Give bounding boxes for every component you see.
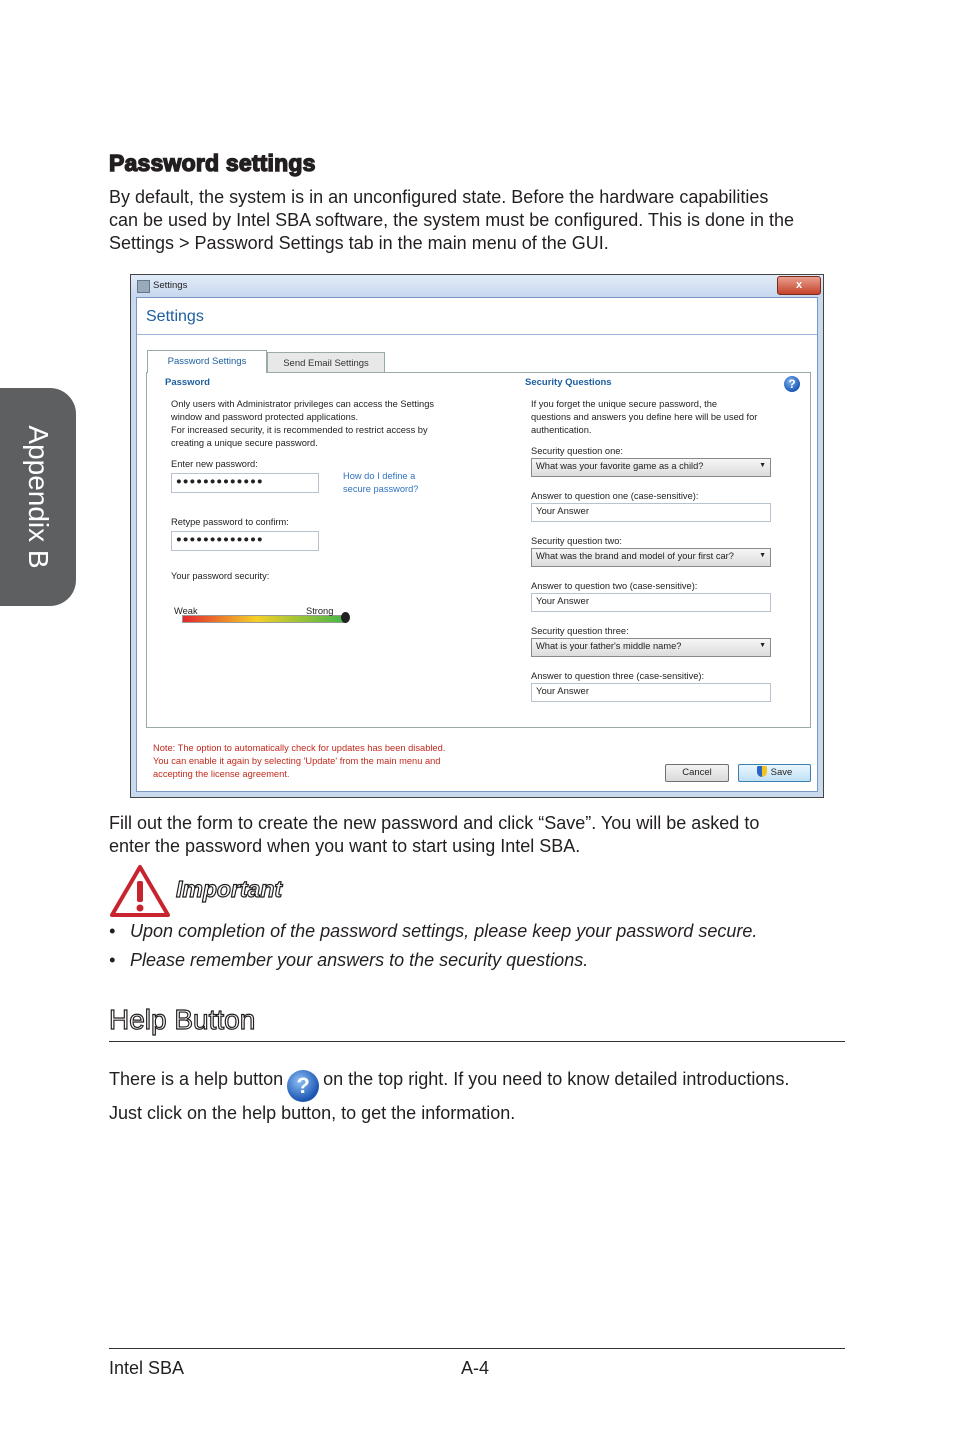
- window-header-title: Settings: [146, 308, 204, 325]
- question-one-label: Security question one:: [531, 446, 623, 456]
- cancel-button[interactable]: Cancel: [665, 764, 729, 782]
- chevron-down-icon: ▼: [759, 462, 766, 469]
- footer-title: Intel SBA: [109, 1358, 185, 1378]
- password-settings-heading: Password settings: [109, 150, 316, 176]
- window-header: [137, 298, 817, 335]
- fill-form-paragraph: Fill out the form to create the new password and click “Save”. You will be asked to enter the password when you want to start using Intel SBA.: [109, 813, 760, 856]
- side-tab-label: Appendix B: [23, 425, 54, 569]
- security-questions-title: Security Questions: [525, 377, 612, 388]
- answer-one-field[interactable]: Your Answer: [531, 503, 771, 522]
- tab-send-email-settings[interactable]: Send Email Settings: [267, 352, 385, 372]
- help-icon[interactable]: ?: [784, 376, 800, 392]
- intro-paragraph: By default, the system is in an unconfigured state. Before the hardware capabilities can be used by Intel SBA software, the system must be configured. This is done in the Settings > Password Settings tab in the main menu of the GUI.: [109, 187, 795, 253]
- footer-divider: [109, 1348, 845, 1349]
- warning-icon: [109, 864, 171, 918]
- new-password-label: Enter new password:: [171, 459, 258, 469]
- window-title: Settings: [153, 280, 188, 291]
- chevron-down-icon: ▼: [759, 552, 766, 559]
- confirm-password-label: Retype password to confirm:: [171, 517, 289, 527]
- question-two-label: Security question two:: [531, 536, 622, 546]
- answer-three-label: Answer to question three (case-sensitive):: [531, 671, 705, 681]
- save-button[interactable]: Save: [738, 764, 811, 782]
- help-icon: ?: [287, 1070, 319, 1102]
- page-number: A-4: [461, 1358, 490, 1378]
- help-paragraph: There is a help button ? on the top right. If you need to know detailed introductions. Just click on the help button, to get the information.: [109, 1069, 790, 1123]
- question-one-select[interactable]: What was your favorite game as a child? ▼: [531, 458, 771, 477]
- new-password-field[interactable]: ●●●●●●●●●●●●●: [171, 473, 319, 493]
- answer-two-label: Answer to question two (case-sensitive):: [531, 581, 698, 591]
- settings-window-screenshot: [130, 274, 824, 798]
- answer-three-field[interactable]: Your Answer: [531, 683, 771, 702]
- confirm-password-field[interactable]: ●●●●●●●●●●●●●: [171, 531, 319, 551]
- heading-divider: [109, 1041, 845, 1042]
- window-titlebar: [131, 275, 823, 297]
- tab-password-settings[interactable]: Password Settings: [147, 350, 267, 373]
- bullet-marker: •: [109, 950, 116, 970]
- answer-two-field[interactable]: Your Answer: [531, 593, 771, 612]
- question-two-select[interactable]: What was the brand and model of your first car? ▼: [531, 548, 771, 567]
- password-strength-indicator: [341, 612, 350, 623]
- close-button[interactable]: x: [777, 276, 821, 295]
- password-settings-panel: [146, 372, 811, 728]
- list-item: Please remember your answers to the security questions.: [130, 950, 589, 970]
- window-body: [136, 297, 818, 792]
- answer-one-label: Answer to question one (case-sensitive):: [531, 491, 699, 501]
- shield-icon: [757, 766, 767, 777]
- bullet-marker: •: [109, 921, 116, 941]
- question-three-select[interactable]: What is your father's middle name? ▼: [531, 638, 771, 657]
- question-three-label: Security question three:: [531, 626, 629, 636]
- password-description: Only users with Administrator privileges can access the Settings window and password protected applications. For increased security, it is recommended to restrict access by creating a unique secure password.: [171, 399, 435, 448]
- password-section-title: Password: [165, 377, 210, 388]
- list-item: Upon completion of the password settings, please keep your password secure.: [130, 921, 758, 941]
- define-password-link[interactable]: How do I define a secure password?: [343, 471, 419, 494]
- strength-strong-label: Strong: [306, 606, 334, 616]
- chevron-down-icon: ▼: [759, 642, 766, 649]
- important-label: Important: [176, 876, 283, 902]
- security-questions-description: If you forget the unique secure password, the questions and answers you define here will be used for authentication.: [531, 399, 758, 435]
- password-security-label: Your password security:: [171, 571, 270, 581]
- strength-weak-label: Weak: [174, 606, 198, 616]
- help-button-heading: Help Button: [109, 1004, 256, 1035]
- update-note: Note: The option to automatically check for updates has been disabled. You can enable it again by selecting 'Update' from the main menu and accepting the license agreement.: [153, 743, 446, 779]
- app-icon: [137, 280, 150, 293]
